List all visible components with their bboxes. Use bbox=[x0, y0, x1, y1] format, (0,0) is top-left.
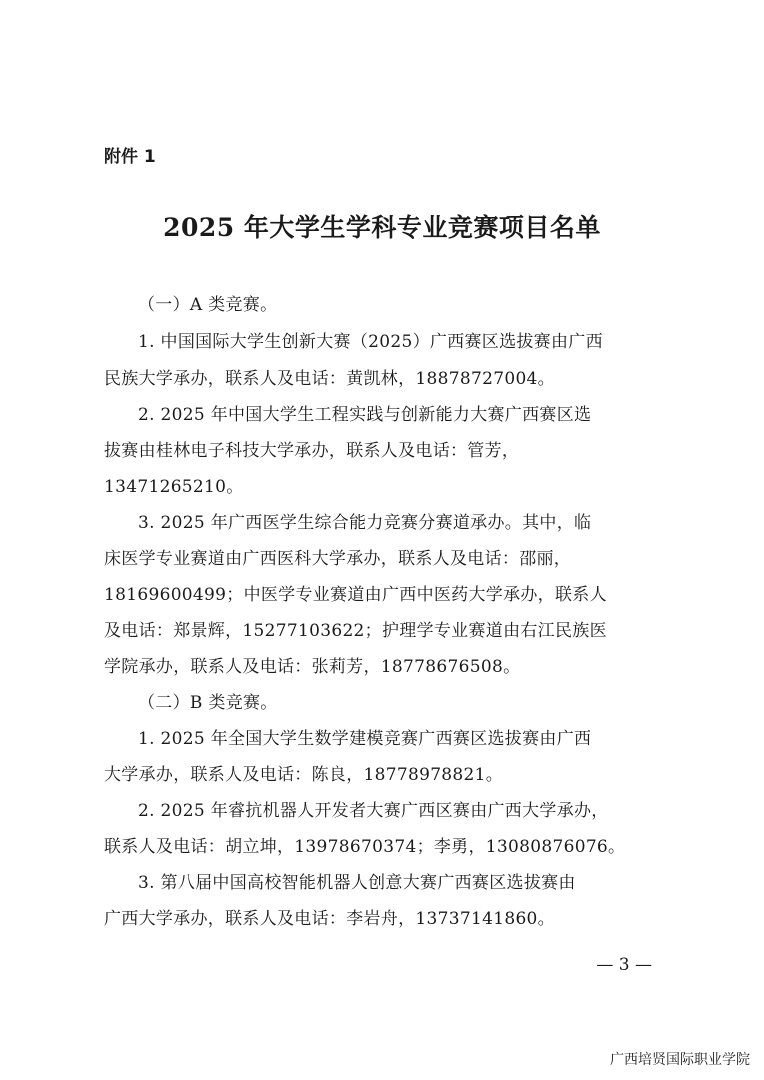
paragraph-line: 2. 2025 年中国大学生工程实践与创新能力大赛广西赛区选 bbox=[138, 405, 592, 425]
section-a-heading: （一）A 类竞赛。 bbox=[138, 295, 278, 315]
attachment-label: 附件 1 bbox=[104, 147, 156, 167]
paragraph-line: 拔赛由桂林电子科技大学承办，联系人及电话：管芳， bbox=[104, 441, 520, 461]
paragraph-line: 2. 2025 年睿抗机器人开发者大赛广西区赛由广西大学承办， bbox=[138, 801, 609, 821]
section-b-heading: （二）B 类竞赛。 bbox=[138, 693, 278, 713]
paragraph-line: 学院承办，联系人及电话：张莉芳，18778676508。 bbox=[104, 657, 521, 677]
document-title: 2025 年大学生学科专业竞赛项目名单 bbox=[163, 213, 601, 242]
paragraph-line: 民族大学承办，联系人及电话：黄凯林，18878727004。 bbox=[104, 369, 555, 389]
paragraph-line: 床医学专业赛道由广西医科大学承办，联系人及电话：邵丽， bbox=[104, 549, 572, 569]
paragraph-line: 1. 2025 年全国大学生数学建模竞赛广西赛区选拔赛由广西 bbox=[138, 729, 592, 749]
paragraph-line: 18169600499；中医学专业赛道由广西中医药大学承办，联系人 bbox=[104, 585, 607, 605]
paragraph-line: 联系人及电话：胡立坤，13978670374；李勇，13080876076。 bbox=[104, 837, 626, 857]
paragraph-line: 3. 第八届中国高校智能机器人创意大赛广西赛区选拔赛由 bbox=[138, 873, 576, 893]
page-number: — 3 — bbox=[596, 955, 652, 975]
paragraph-line: 1. 中国国际大学生创新大赛（2025）广西赛区选拔赛由广西 bbox=[138, 332, 603, 352]
paragraph-line: 广西大学承办，联系人及电话：李岩舟，13737141860。 bbox=[104, 909, 555, 929]
paragraph-line: 大学承办，联系人及电话：陈良，18778978821。 bbox=[104, 765, 504, 785]
paragraph-line: 13471265210。 bbox=[104, 477, 244, 497]
paragraph-line: 及电话：郑景辉，15277103622；护理学专业赛道由右江民族医 bbox=[104, 621, 607, 641]
source-watermark: 广西培贤国际职业学院 bbox=[610, 1052, 750, 1068]
paragraph-line: 3. 2025 年广西医学生综合能力竞赛分赛道承办。其中，临 bbox=[138, 513, 592, 533]
